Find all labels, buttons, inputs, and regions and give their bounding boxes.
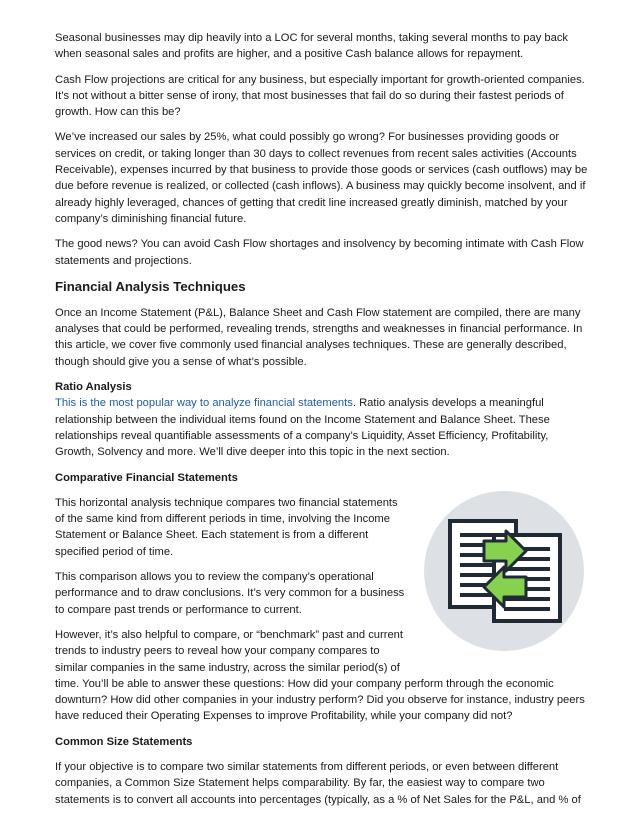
paragraph-good-news: The good news? You can avoid Cash Flow shortages and insolvency by becoming intimate with Cash Flow statements and projections. (55, 238, 584, 267)
comparison-figure (422, 489, 587, 654)
ratio-analysis-heading: Ratio Analysis (55, 381, 132, 394)
ratio-analysis-block (55, 379, 590, 460)
section-heading: Financial Analysis Techniques (55, 278, 246, 294)
common-size-body: If your objective is to compare two similar statements from different periods, or even between different companies, a Common Size Statement helps comparability. By far, the easiest way to compare two statements is to convert all accounts into percentages (typically, as a % of Net Sales for the P&L, and % of (55, 760, 581, 806)
ratio-analysis-text: . Ratio analysis develops a meaningful relationship between the individual items found on the Income Statement and Balance Sheet. These relationships reveal quantifiable assessments of a company’s Liquidity, Asset Efficiency, Profitability, Growth, Solvency and more. We’ll dive deeper into this topic in the next section. (55, 397, 550, 459)
comparative-paragraph-3b: time. You’ll be able to answer these questions: How did your company perform through the economic downturn? How did other companies in your industry perform? Did you observe for instance, industry peers have reduced their Operating Expenses to improve Profitability, while your company did not? (55, 677, 585, 723)
paragraph-growth: We’ve increased our sales by 25%, what could possibly go wrong? For businesses providing goods or services on credit, or taking longer than 30 days to collect revenues from recent sales activities (Accounts Receivable), expenses incurred by that business to provide those goods or services (cash outflows) may be due before revenue is realized, or collected (cash inflows). A business may quickly become insolvent, and if already highly leveraged, chances of getting that credit line increased greatly diminish, matched by your company’s diminishing financial future. (55, 131, 588, 225)
ratio-analysis-link[interactable]: This is the most popular way to analyze financial statements (55, 397, 353, 410)
paragraph-seasonal: Seasonal businesses may dip heavily into a LOC for several months, taking several months to pay back when seasonal sales and profits are higher, and a positive Cash balance allows for repayment. (55, 32, 569, 61)
comparative-paragraph-2: This comparison allows you to review the company’s operational performance and to draw conclusions. It’s very common for a business to compare past trends or performance to current. (55, 571, 405, 616)
comparative-paragraph-1: This horizontal analysis technique compares two financial statements of the same kind from different periods in time, involving the Income Statement or Balance Sheet. Each statement is from a different specified period of time. (55, 496, 398, 558)
section-intro: Once an Income Statement (P&L), Balance Sheet and Cash Flow statement are compiled, there are many analyses that could be performed, revealing trends, strengths and weaknesses in financial performance. In this article, we cover five commonly used financial analyses techniques. These are generally described, though should give you a sense of what’s possible. (55, 306, 583, 368)
document-comparison-icon (422, 489, 587, 654)
common-size-heading: Common Size Statements (55, 735, 193, 748)
comparative-paragraph-3a: However, it’s also helpful to compare, or “benchmark” past and current trends to industry peers to reveal how your company compares to similar companies in the same industry, across the similar period(s) of (55, 628, 404, 674)
ratio-analysis-body (55, 395, 590, 460)
comparative-heading: Comparative Financial Statements (55, 471, 238, 484)
paragraph-projections: Cash Flow projections are critical for any business, but especially important for growth-oriented companies. It’s not without a bitter sense of irony, that most businesses that fail do so during their fastest periods of growth. How can this be? (55, 73, 585, 119)
document-page (55, 30, 590, 817)
